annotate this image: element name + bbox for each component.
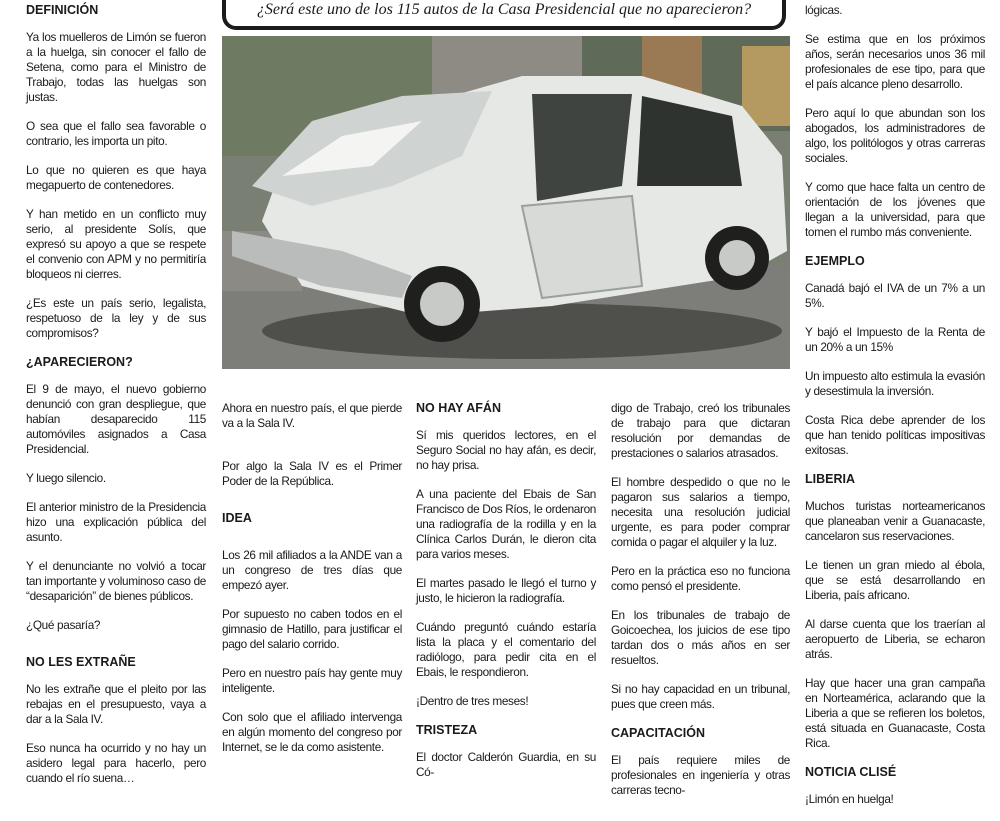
column-4	[611, 401, 790, 812]
news-photo	[222, 36, 790, 369]
paragraph: En los tribunales de trabajo de Goicoechea, los juicios de ese tipo tardan dos o más años en ser resueltos.	[611, 608, 790, 667]
section-heading-ejemplo: EJEMPLO	[805, 254, 865, 268]
paragraph: Ahora en nuestro país, el que pierde va a la Sala IV.	[222, 401, 402, 430]
paragraph: digo de Trabajo, creó los tribunales de trabajo para que dictaran resolución por demandas de prestaciones o salarios atrasados.	[611, 401, 790, 460]
paragraph: Al darse cuenta que los traerían al aeropuerto de Liberia, se echaron atrás.	[805, 617, 985, 661]
paragraph: Por algo la Sala IV es el Primer Poder de la República.	[222, 459, 402, 488]
section-heading-noticia-clise: NOTICIA CLISÉ	[805, 765, 897, 779]
wrecked-car-illustration	[222, 36, 790, 369]
column-3	[416, 401, 596, 794]
section-heading-capacitacion: CAPACITACIÓN	[611, 726, 705, 740]
paragraph: Eso nunca ha ocurrido y no hay un asidero legal para hacerlo, pero cuando el río suena…	[26, 741, 206, 785]
section-heading-aparecieron: ¿APARECIERON?	[26, 355, 133, 369]
column-1	[26, 3, 206, 800]
paragraph: Y han metido en un conflicto muy serio, al presidente Solís, que expresó su apoyo a que se respete el convenio con APM y no permitiría bloqueos ni cierres.	[26, 207, 206, 281]
section-heading-liberia: LIBERIA	[805, 472, 855, 486]
paragraph: ¡Dentro de tres meses!	[416, 694, 529, 708]
paragraph: Muchos turistas norteamericanos que planeaban venir a Guanacaste, cancelaron sus reservaciones.	[805, 499, 985, 543]
section-heading-no-les-extrane: NO LES EXTRAÑE	[26, 655, 136, 669]
paragraph: Por supuesto no caben todos en el gimnasio de Hatillo, para justificar el pago del salario corrido.	[222, 607, 402, 651]
section-heading-tristeza: TRISTEZA	[416, 723, 478, 737]
paragraph: Y bajó el Impuesto de la Renta de un 20% a un 15%	[805, 325, 985, 354]
paragraph: Canadá bajó el IVA de un 7% a un 5%.	[805, 281, 985, 310]
paragraph: Lo que no quieren es que haya megapuerto de contenedores.	[26, 163, 206, 192]
paragraph: Pero aquí lo que abundan son los abogados, los administradores de algo, los politólogos y otras carreras sociales.	[805, 106, 985, 165]
paragraph: Se estima que en los próximos años, serán necesarios unos 36 mil profesionales de ese tipo, para que el país alcance pleno desarrollo.	[805, 32, 985, 91]
paragraph: Y como que hace falta un centro de orientación de los jóvenes que llegan a la universidad, para que tomen el rumbo más conveniente.	[805, 180, 985, 239]
section-heading-idea: IDEA	[222, 511, 252, 525]
paragraph: ¡Limón en huelga!	[805, 792, 894, 806]
paragraph: Pero en la práctica eso no funciona como pensó el presidente.	[611, 564, 790, 593]
photo-caption: ¿Será este uno de los 115 autos de la Casa Presidencial que no aparecieron?	[256, 1, 752, 18]
paragraph: ¿Es este un país serio, legalista, respetuoso de la ley y de sus compromisos?	[26, 296, 206, 340]
paragraph: O sea que el fallo sea favorable o contrario, les importa un pito.	[26, 119, 206, 148]
column-2	[222, 401, 402, 769]
paragraph: Y el denunciante no volvió a tocar tan importante y voluminoso caso de “desaparición” de bienes públicos.	[26, 559, 206, 603]
paragraph: Hay que hacer una gran campaña en Norteamérica, aclarando que la Liberia a que se refieren los boletos, está situada en Guanacaste, Costa Rica.	[805, 676, 985, 750]
paragraph: Pero en nuestro país hay gente muy inteligente.	[222, 666, 402, 695]
paragraph: Ya los muelleros de Limón se fueron a la huelga, sin conocer el fallo de Setena, como para el Ministro de Trabajo, todas las huelgas son justas.	[26, 30, 206, 104]
paragraph: Le tienen un gran miedo al ébola, que se está desarrollando en Liberia, país africano.	[805, 558, 985, 602]
paragraph: ¿Qué pasaría?	[26, 618, 101, 632]
paragraph: A una paciente del Ebais de San Francisco de Dos Ríos, le ordenaron una radiografía de la rodilla y en la Clínica Carlos Durán, le dieron cita para varios meses.	[416, 487, 596, 561]
paragraph: Con solo que el afiliado intervenga en algún momento del congreso por Internet, se le da como asistente.	[222, 710, 402, 754]
paragraph: Los 26 mil afiliados a la ANDE van a un congreso de tres días que empezó ayer.	[222, 548, 402, 592]
paragraph: Un impuesto alto estimula la evasión y desestimula la inversión.	[805, 369, 985, 398]
paragraph: Si no hay capacidad en un tribunal, pues que creen más.	[611, 682, 790, 711]
paragraph: El anterior ministro de la Presidencia hizo una explicación pública del asunto.	[26, 500, 206, 544]
paragraph: No les extrañe que el pleito por las rebajas en el presupuesto, vaya a dar a la Sala IV.	[26, 682, 206, 726]
column-5	[805, 3, 985, 821]
paragraph: Cuándo preguntó cuándo estaría lista la placa y el comentario del radiólogo, para pedir cita en el Ebais, le respondieron.	[416, 620, 596, 679]
paragraph: Sí mis queridos lectores, en el Seguro Social no hay afán, es decir, no hay prisa.	[416, 428, 596, 472]
paragraph: lógicas.	[805, 3, 843, 17]
paragraph: El hombre despedido o que no le pagaron sus salarios a tiempo, necesita una resolución judicial urgente, es para poder comprar comida o pagar el alquiler y la luz.	[611, 475, 790, 549]
section-heading-definicion: DEFINICIÓN	[26, 3, 99, 17]
paragraph: El país requiere miles de profesionales en ingeniería y otras carreras tecno-	[611, 753, 790, 797]
paragraph: El doctor Calderón Guardia, en su Có-	[416, 750, 596, 779]
photo-caption-box	[222, 0, 786, 30]
paragraph: Costa Rica debe aprender de los que han tenido políticas impositivas exitosas.	[805, 413, 985, 457]
paragraph: Y luego silencio.	[26, 471, 106, 485]
paragraph: El martes pasado le llegó el turno y justo, le hicieron la radiografía.	[416, 576, 596, 605]
section-heading-no-hay-afan: NO HAY AFÁN	[416, 401, 501, 415]
paragraph: El 9 de mayo, el nuevo gobierno denunció con gran despliegue, que habían desaparecido 115 automóviles asignados a Casa Presidencial.	[26, 382, 206, 456]
